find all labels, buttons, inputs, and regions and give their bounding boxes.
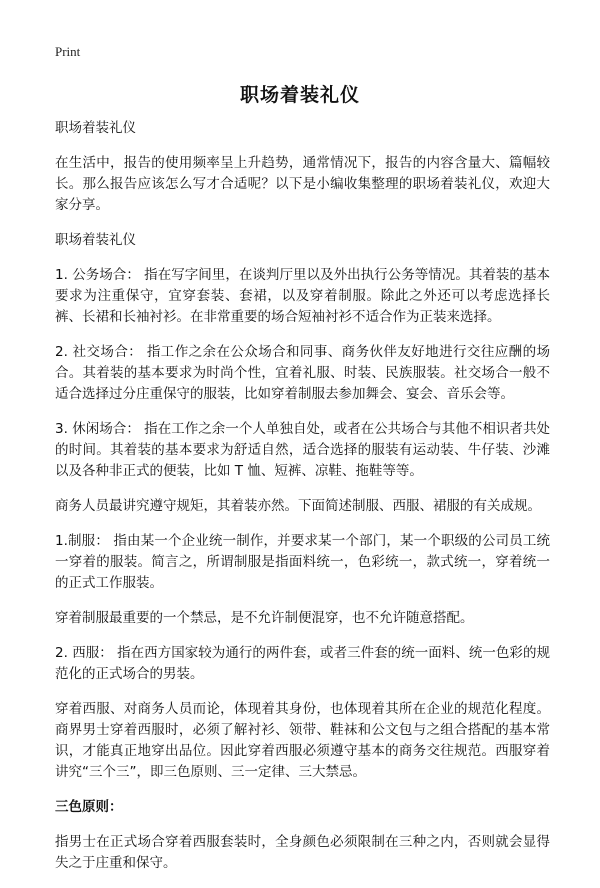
- paragraph-uniform-taboo: 穿着制服最重要的一个禁忌，是不允许制便混穿，也不允许随意搭配。: [55, 610, 474, 626]
- intro-paragraph: 在生活中，报告的使用频率呈上升趋势，通常情况下，报告的内容含量大、篇幅较长。那么报告应该怎么写才合适呢？以下是小编收集整理的职场着装礼仪，欢迎大家分享。: [55, 155, 550, 213]
- paragraph-suit: 2. 西服： 指在西方国家较为通行的两件套，或者三件套的统一面料、统一色彩的规范化的正式场合的男装。: [55, 645, 550, 682]
- paragraph-business-rules: 商务人员最讲究遵守规矩，其着装亦然。下面简述制服、西服、裙服的有关成规。: [55, 498, 541, 514]
- section-heading: 职场着装礼仪: [55, 232, 136, 248]
- section-heading: 职场着装礼仪: [55, 120, 136, 136]
- paragraph-uniform: 1.制服： 指由某一个企业统一制作，并要求某一个部门，某一个职级的公司员工统一穿着的服装。简言之，所谓制服是指面料统一，色彩统一，款式统一，穿着统一的正式工作服装。: [55, 533, 550, 591]
- paragraph-social-occasion: 2. 社交场合： 指工作之余在公众场合和同事、商务伙伴友好地进行交往应酬的场合。其着装的基本要求为时尚个性，宜着礼服、时装、民族服装。社交场合一般不适合选择过分庄重保守的服装，比如穿着制服去参加舞会、宴会、音乐会等。: [55, 344, 550, 402]
- paragraph-three-color-rule: 指男士在正式场合穿着西服套装时，全身颜色必须限制在三种之内，否则就会显得失之于庄重和保守。: [55, 834, 550, 871]
- print-label[interactable]: Print: [55, 44, 81, 59]
- document-body: [55, 118, 550, 888]
- document-title: 职场着装礼仪: [239, 84, 360, 106]
- paragraph-leisure-occasion: 3. 休闲场合： 指在工作之余一个人单独自处，或者在公共场合与其他不相识者共处的时间。其着装的基本要求为舒适自然，适合选择的服装有运动装、牛仔装、沙滩以及各种非正式的便装，比如 T 恤、短裤、凉鞋、拖鞋等等。: [55, 421, 550, 479]
- paragraph-business-occasion: 1. 公务场合： 指在写字间里，在谈判厅里以及外出执行公务等情况。其着装的基本要求为注重保守，宜穿套装、套裙，以及穿着制服。除此之外还可以考虑选择长裤、长裙和长袖衬衫。在非常重要的场合短袖衬衫不适合作为正装来选择。: [55, 267, 550, 325]
- paragraph-suit-details: 穿着西服、对商务人员而论，体现着其身份，也体现着其所在企业的规范化程度。商界男士穿着西服时，必须了解衬衫、领带、鞋袜和公文包与之组合搭配的基本常识，才能真正地穿出品位。因此穿着西服必须遵守基本的商务交往规范。西服穿着讲究“三个三”，即三色原则、三一定律、三大禁忌。: [55, 701, 550, 780]
- subheading-three-color-rule: 三色原则：: [55, 799, 123, 815]
